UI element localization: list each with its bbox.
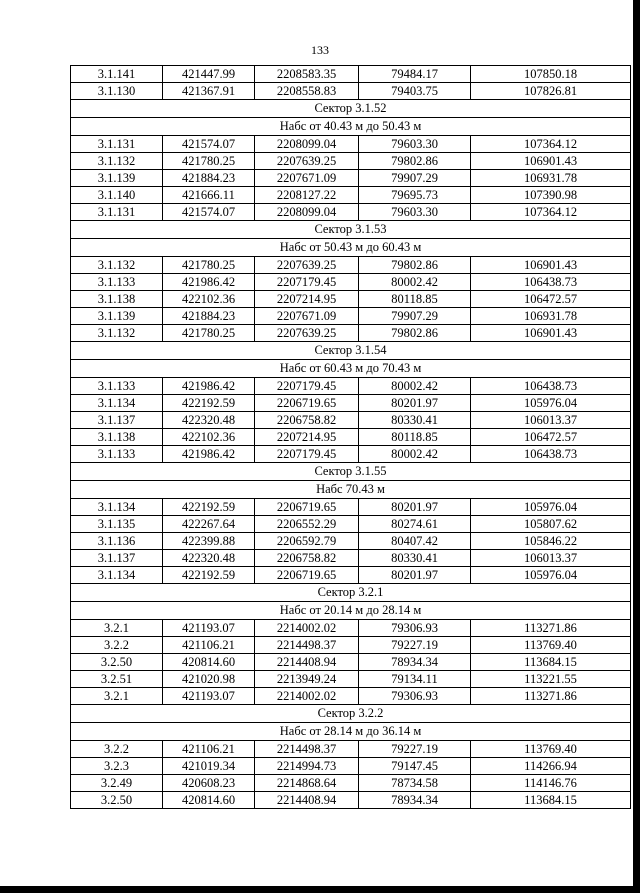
local-y-cell: 107364.12 — [471, 136, 631, 153]
section-header: Набс 70.43 м — [71, 481, 631, 499]
local-x-cell: 79907.29 — [359, 170, 471, 187]
point-id-cell: 3.2.51 — [71, 671, 163, 688]
y-coordinate-cell: 2207179.45 — [255, 274, 359, 291]
table-row — [71, 187, 631, 204]
section-header-row — [71, 118, 631, 136]
table-row — [71, 516, 631, 533]
table-row — [71, 395, 631, 412]
y-coordinate-cell: 2207639.25 — [255, 153, 359, 170]
table-row — [71, 204, 631, 221]
section-header: Набс от 28.14 м до 36.14 м — [71, 723, 631, 741]
local-y-cell: 106013.37 — [471, 412, 631, 429]
y-coordinate-cell: 2214498.37 — [255, 741, 359, 758]
local-x-cell: 79603.30 — [359, 204, 471, 221]
table-row — [71, 378, 631, 395]
section-header-row — [71, 239, 631, 257]
x-coordinate-cell: 422192.59 — [163, 395, 255, 412]
point-id-cell: 3.2.1 — [71, 688, 163, 705]
y-coordinate-cell: 2207671.09 — [255, 308, 359, 325]
point-id-cell: 3.1.133 — [71, 274, 163, 291]
local-y-cell: 107826.81 — [471, 83, 631, 100]
y-coordinate-cell: 2214002.02 — [255, 688, 359, 705]
y-coordinate-cell: 2214498.37 — [255, 637, 359, 654]
point-id-cell: 3.2.3 — [71, 758, 163, 775]
table-row — [71, 775, 631, 792]
x-coordinate-cell: 422102.36 — [163, 429, 255, 446]
x-coordinate-cell: 421666.11 — [163, 187, 255, 204]
y-coordinate-cell: 2207179.45 — [255, 446, 359, 463]
table-row — [71, 291, 631, 308]
y-coordinate-cell: 2213949.24 — [255, 671, 359, 688]
section-header-row — [71, 221, 631, 239]
x-coordinate-cell: 422320.48 — [163, 412, 255, 429]
table-row — [71, 66, 631, 83]
point-id-cell: 3.1.135 — [71, 516, 163, 533]
x-coordinate-cell: 422192.59 — [163, 499, 255, 516]
local-x-cell: 78734.58 — [359, 775, 471, 792]
table-row — [71, 741, 631, 758]
x-coordinate-cell: 421780.25 — [163, 153, 255, 170]
local-y-cell: 106438.73 — [471, 378, 631, 395]
local-x-cell: 79802.86 — [359, 325, 471, 342]
coordinates-table — [70, 65, 631, 809]
point-id-cell: 3.2.1 — [71, 620, 163, 637]
y-coordinate-cell: 2207639.25 — [255, 325, 359, 342]
table-row — [71, 429, 631, 446]
section-header: Набс от 60.43 м до 70.43 м — [71, 360, 631, 378]
section-header: Сектор 3.2.1 — [71, 584, 631, 602]
y-coordinate-cell: 2207214.95 — [255, 429, 359, 446]
local-x-cell: 79134.11 — [359, 671, 471, 688]
x-coordinate-cell: 420814.60 — [163, 792, 255, 809]
section-header-row — [71, 100, 631, 118]
local-y-cell: 106931.78 — [471, 170, 631, 187]
x-coordinate-cell: 421574.07 — [163, 204, 255, 221]
y-coordinate-cell: 2206592.79 — [255, 533, 359, 550]
section-header: Сектор 3.1.55 — [71, 463, 631, 481]
y-coordinate-cell: 2208099.04 — [255, 136, 359, 153]
point-id-cell: 3.1.131 — [71, 136, 163, 153]
local-y-cell: 107390.98 — [471, 187, 631, 204]
local-x-cell: 79147.45 — [359, 758, 471, 775]
local-x-cell: 78934.34 — [359, 792, 471, 809]
local-y-cell: 113769.40 — [471, 741, 631, 758]
section-header: Набс от 20.14 м до 28.14 м — [71, 602, 631, 620]
x-coordinate-cell: 422320.48 — [163, 550, 255, 567]
local-y-cell: 113271.86 — [471, 620, 631, 637]
local-y-cell: 106438.73 — [471, 274, 631, 291]
section-header-row — [71, 481, 631, 499]
point-id-cell: 3.1.134 — [71, 567, 163, 584]
x-coordinate-cell: 422399.88 — [163, 533, 255, 550]
x-coordinate-cell: 421986.42 — [163, 446, 255, 463]
local-y-cell: 106438.73 — [471, 446, 631, 463]
y-coordinate-cell: 2214994.73 — [255, 758, 359, 775]
y-coordinate-cell: 2214002.02 — [255, 620, 359, 637]
coordinates-table-body — [71, 66, 631, 809]
local-x-cell: 80330.41 — [359, 412, 471, 429]
point-id-cell: 3.1.133 — [71, 378, 163, 395]
x-coordinate-cell: 421574.07 — [163, 136, 255, 153]
y-coordinate-cell: 2208099.04 — [255, 204, 359, 221]
x-coordinate-cell: 421780.25 — [163, 325, 255, 342]
section-header: Сектор 3.2.2 — [71, 705, 631, 723]
x-coordinate-cell: 422267.64 — [163, 516, 255, 533]
point-id-cell: 3.1.134 — [71, 499, 163, 516]
point-id-cell: 3.1.141 — [71, 66, 163, 83]
table-row — [71, 758, 631, 775]
local-y-cell: 113769.40 — [471, 637, 631, 654]
point-id-cell: 3.1.139 — [71, 170, 163, 187]
local-x-cell: 79484.17 — [359, 66, 471, 83]
table-row — [71, 671, 631, 688]
x-coordinate-cell: 421447.99 — [163, 66, 255, 83]
local-x-cell: 79403.75 — [359, 83, 471, 100]
point-id-cell: 3.2.2 — [71, 741, 163, 758]
point-id-cell: 3.2.2 — [71, 637, 163, 654]
local-y-cell: 107364.12 — [471, 204, 631, 221]
x-coordinate-cell: 421780.25 — [163, 257, 255, 274]
local-y-cell: 113271.86 — [471, 688, 631, 705]
point-id-cell: 3.1.132 — [71, 325, 163, 342]
y-coordinate-cell: 2206758.82 — [255, 412, 359, 429]
local-x-cell: 80201.97 — [359, 395, 471, 412]
local-x-cell: 79907.29 — [359, 308, 471, 325]
table-row — [71, 308, 631, 325]
y-coordinate-cell: 2207639.25 — [255, 257, 359, 274]
x-coordinate-cell: 421020.98 — [163, 671, 255, 688]
x-coordinate-cell: 421019.34 — [163, 758, 255, 775]
section-header: Сектор 3.1.54 — [71, 342, 631, 360]
local-x-cell: 80118.85 — [359, 429, 471, 446]
local-y-cell: 106013.37 — [471, 550, 631, 567]
table-row — [71, 550, 631, 567]
local-x-cell: 79695.73 — [359, 187, 471, 204]
point-id-cell: 3.1.136 — [71, 533, 163, 550]
table-row — [71, 688, 631, 705]
x-coordinate-cell: 421367.91 — [163, 83, 255, 100]
table-row — [71, 792, 631, 809]
table-row — [71, 170, 631, 187]
section-header: Набс от 40.43 м до 50.43 м — [71, 118, 631, 136]
x-coordinate-cell: 422102.36 — [163, 291, 255, 308]
y-coordinate-cell: 2214868.64 — [255, 775, 359, 792]
page-number: 133 — [311, 43, 329, 57]
local-x-cell: 80330.41 — [359, 550, 471, 567]
point-id-cell: 3.1.139 — [71, 308, 163, 325]
local-y-cell: 114146.76 — [471, 775, 631, 792]
x-coordinate-cell: 421106.21 — [163, 741, 255, 758]
x-coordinate-cell: 421193.07 — [163, 688, 255, 705]
table-row — [71, 274, 631, 291]
scan-edge-bottom — [0, 886, 640, 893]
point-id-cell: 3.1.133 — [71, 446, 163, 463]
section-header-row — [71, 602, 631, 620]
table-row — [71, 83, 631, 100]
section-header-row — [71, 705, 631, 723]
local-x-cell: 79227.19 — [359, 637, 471, 654]
section-header: Сектор 3.1.52 — [71, 100, 631, 118]
y-coordinate-cell: 2206719.65 — [255, 499, 359, 516]
x-coordinate-cell: 421884.23 — [163, 170, 255, 187]
local-x-cell: 79802.86 — [359, 153, 471, 170]
table-row — [71, 654, 631, 671]
local-x-cell: 79227.19 — [359, 741, 471, 758]
point-id-cell: 3.1.130 — [71, 83, 163, 100]
y-coordinate-cell: 2206552.29 — [255, 516, 359, 533]
y-coordinate-cell: 2207671.09 — [255, 170, 359, 187]
local-x-cell: 80002.42 — [359, 378, 471, 395]
local-x-cell: 79306.93 — [359, 688, 471, 705]
table-row — [71, 257, 631, 274]
point-id-cell: 3.1.138 — [71, 291, 163, 308]
local-x-cell: 80201.97 — [359, 567, 471, 584]
x-coordinate-cell: 421884.23 — [163, 308, 255, 325]
section-header-row — [71, 342, 631, 360]
y-coordinate-cell: 2214408.94 — [255, 792, 359, 809]
table-row — [71, 153, 631, 170]
local-y-cell: 107850.18 — [471, 66, 631, 83]
local-x-cell: 80274.61 — [359, 516, 471, 533]
local-y-cell: 106901.43 — [471, 257, 631, 274]
x-coordinate-cell: 420814.60 — [163, 654, 255, 671]
point-id-cell: 3.2.50 — [71, 654, 163, 671]
y-coordinate-cell: 2214408.94 — [255, 654, 359, 671]
point-id-cell: 3.2.49 — [71, 775, 163, 792]
y-coordinate-cell: 2206719.65 — [255, 567, 359, 584]
section-header: Сектор 3.1.53 — [71, 221, 631, 239]
local-y-cell: 105976.04 — [471, 395, 631, 412]
y-coordinate-cell: 2206758.82 — [255, 550, 359, 567]
local-y-cell: 106901.43 — [471, 325, 631, 342]
local-y-cell: 105976.04 — [471, 567, 631, 584]
y-coordinate-cell: 2206719.65 — [255, 395, 359, 412]
local-x-cell: 80002.42 — [359, 446, 471, 463]
local-x-cell: 80407.42 — [359, 533, 471, 550]
y-coordinate-cell: 2207179.45 — [255, 378, 359, 395]
point-id-cell: 3.1.138 — [71, 429, 163, 446]
x-coordinate-cell: 421106.21 — [163, 637, 255, 654]
section-header: Набс от 50.43 м до 60.43 м — [71, 239, 631, 257]
x-coordinate-cell: 421986.42 — [163, 378, 255, 395]
section-header-row — [71, 723, 631, 741]
point-id-cell: 3.1.137 — [71, 412, 163, 429]
local-x-cell: 79603.30 — [359, 136, 471, 153]
table-row — [71, 325, 631, 342]
local-y-cell: 105807.62 — [471, 516, 631, 533]
local-y-cell: 106472.57 — [471, 291, 631, 308]
local-y-cell: 105846.22 — [471, 533, 631, 550]
y-coordinate-cell: 2208127.22 — [255, 187, 359, 204]
point-id-cell: 3.1.140 — [71, 187, 163, 204]
local-x-cell: 80002.42 — [359, 274, 471, 291]
y-coordinate-cell: 2207214.95 — [255, 291, 359, 308]
y-coordinate-cell: 2208558.83 — [255, 83, 359, 100]
table-row — [71, 446, 631, 463]
section-header-row — [71, 360, 631, 378]
x-coordinate-cell: 422192.59 — [163, 567, 255, 584]
table-row — [71, 533, 631, 550]
y-coordinate-cell: 2208583.35 — [255, 66, 359, 83]
table-row — [71, 136, 631, 153]
local-y-cell: 114266.94 — [471, 758, 631, 775]
local-y-cell: 105976.04 — [471, 499, 631, 516]
point-id-cell: 3.1.131 — [71, 204, 163, 221]
table-row — [71, 412, 631, 429]
x-coordinate-cell: 421986.42 — [163, 274, 255, 291]
table-row — [71, 620, 631, 637]
local-x-cell: 78934.34 — [359, 654, 471, 671]
point-id-cell: 3.1.134 — [71, 395, 163, 412]
local-y-cell: 106472.57 — [471, 429, 631, 446]
point-id-cell: 3.1.137 — [71, 550, 163, 567]
local-y-cell: 113221.55 — [471, 671, 631, 688]
scan-edge-right — [633, 0, 640, 893]
local-y-cell: 113684.15 — [471, 654, 631, 671]
table-row — [71, 567, 631, 584]
point-id-cell: 3.1.132 — [71, 257, 163, 274]
local-y-cell: 106901.43 — [471, 153, 631, 170]
local-x-cell: 79802.86 — [359, 257, 471, 274]
table-row — [71, 637, 631, 654]
point-id-cell: 3.2.50 — [71, 792, 163, 809]
x-coordinate-cell: 421193.07 — [163, 620, 255, 637]
local-x-cell: 80201.97 — [359, 499, 471, 516]
local-x-cell: 80118.85 — [359, 291, 471, 308]
local-y-cell: 106931.78 — [471, 308, 631, 325]
point-id-cell: 3.1.132 — [71, 153, 163, 170]
local-y-cell: 113684.15 — [471, 792, 631, 809]
section-header-row — [71, 463, 631, 481]
table-row — [71, 499, 631, 516]
x-coordinate-cell: 420608.23 — [163, 775, 255, 792]
local-x-cell: 79306.93 — [359, 620, 471, 637]
section-header-row — [71, 584, 631, 602]
